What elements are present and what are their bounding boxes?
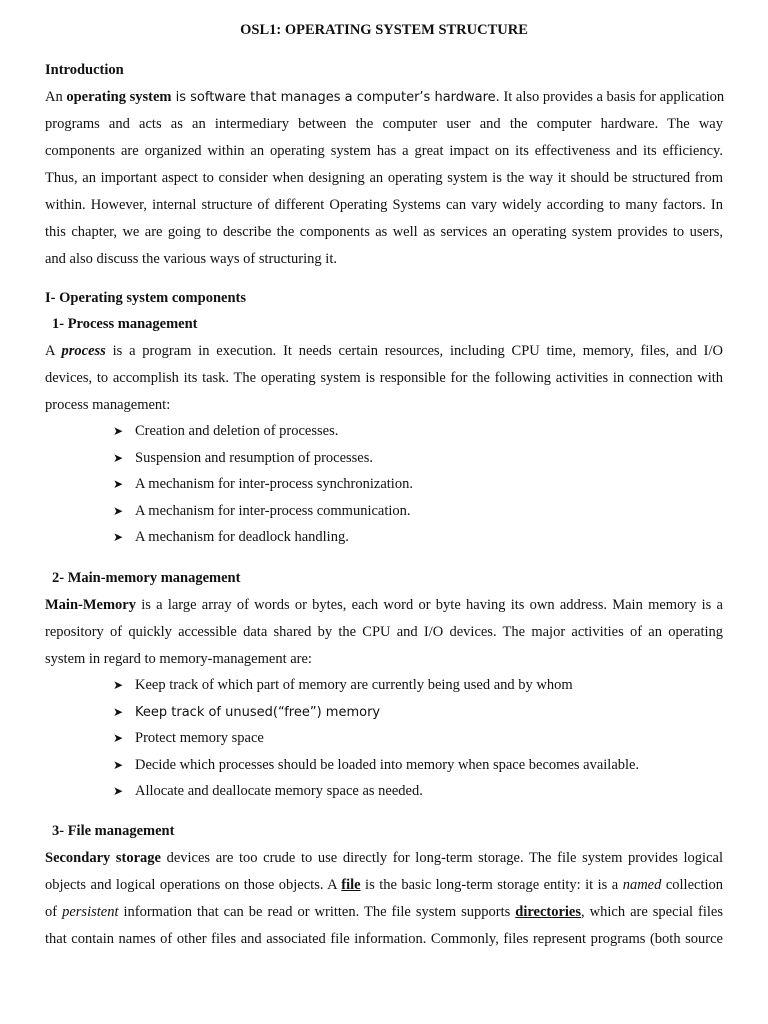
memory-text: is a large array of words or bytes, each word or byte having its own address. Main memory is a (136, 597, 723, 613)
arrow-bullet-icon: ➤ (113, 704, 124, 719)
memory-line-3: system in regard to memory-management are: (45, 651, 312, 667)
components-heading: I- Operating system components (45, 290, 246, 306)
file-line-1 (45, 845, 723, 872)
memory-line-2: repository of quickly accessible data shared by the CPU and I/O devices. The major activities of an operating (45, 624, 723, 640)
arrow-bullet-icon: ➤ (113, 477, 124, 492)
term-directories: directories (515, 904, 582, 920)
memory-line-1 (45, 592, 723, 619)
file-heading: 3- File management (52, 823, 175, 839)
file-text: objects and logical operations on those objects. A (45, 877, 342, 893)
intro-line-5: within. However, internal structure of different Operating Systems can vary widely according to many factors. In (45, 197, 723, 213)
process-text: A (45, 343, 62, 359)
memory-paragraph (45, 592, 723, 673)
term-named: named (622, 877, 662, 893)
list-item (113, 730, 639, 757)
arrow-bullet-icon: ➤ (113, 757, 124, 772)
file-line-4: that contain names of other files and associated file information. Commonly, files represent programs (both source (45, 931, 723, 947)
process-line-3: process management: (45, 397, 171, 413)
process-text: is a program in execution. It needs certain resources, including CPU time, memory, files, and I/O (105, 343, 724, 359)
file-paragraph (45, 845, 723, 953)
file-text: , which are special files (581, 904, 723, 920)
list-item (113, 677, 639, 704)
file-text: information that can be read or written. The file system supports (118, 904, 516, 920)
list-item (113, 503, 413, 530)
list-item (113, 423, 413, 450)
list-item-text: Allocate and deallocate memory space as needed. (135, 783, 423, 800)
file-text: of (45, 904, 63, 920)
intro-definition: is software that manages a computer’s hardware. (171, 90, 500, 105)
list-item (113, 704, 639, 731)
arrow-bullet-icon: ➤ (113, 784, 124, 799)
memory-activities-list (113, 677, 639, 810)
process-line-1 (45, 338, 723, 365)
intro-line-2: programs and acts as an intermediary between the computer user and the computer hardware. The way (45, 116, 723, 132)
arrow-bullet-icon: ➤ (113, 424, 124, 438)
list-item (113, 757, 639, 784)
file-text: collection (661, 877, 723, 893)
intro-line-1 (45, 84, 723, 111)
memory-heading: 2- Main-memory management (52, 570, 241, 586)
list-item (113, 476, 413, 503)
intro-text: An (45, 89, 67, 105)
intro-line-7: and also discuss the various ways of structuring it. (45, 251, 337, 267)
term-persistent: persistent (62, 904, 119, 920)
list-item (113, 783, 639, 810)
arrow-bullet-icon: ➤ (113, 731, 124, 746)
file-line-3 (45, 899, 723, 926)
list-item-text: Keep track of unused(“free”) memory (135, 704, 381, 720)
intro-paragraph (45, 84, 723, 273)
list-item-text: A mechanism for inter-process communication. (135, 502, 411, 519)
process-activities-list (113, 423, 413, 556)
list-item-text: A mechanism for deadlock handling. (135, 529, 349, 546)
arrow-bullet-icon: ➤ (113, 503, 124, 518)
term-file: file (341, 877, 361, 893)
arrow-bullet-icon: ➤ (113, 450, 124, 465)
list-item-text: Keep track of which part of memory are currently being used and by whom (135, 677, 573, 693)
process-heading: 1- Process management (52, 316, 198, 332)
arrow-bullet-icon: ➤ (113, 678, 124, 692)
file-text: is the basic long-term storage entity: it is a (360, 877, 623, 893)
intro-heading: Introduction (45, 62, 124, 78)
term-operating-system: operating system (66, 89, 172, 105)
document-title: OSL1: OPERATING SYSTEM STRUCTURE (240, 22, 528, 38)
intro-line-4: Thus, an important aspect to consider when designing an operating system is the way it should be structured from (45, 170, 723, 186)
list-item-text: Creation and deletion of processes. (135, 423, 339, 439)
list-item-text: Suspension and resumption of processes. (135, 449, 374, 466)
intro-text: It also provides a basis for application (499, 89, 725, 105)
term-process: process (61, 343, 106, 359)
arrow-bullet-icon: ➤ (113, 530, 124, 545)
list-item (113, 529, 413, 556)
intro-line-6: this chapter, we are going to describe the components as well as services an operating system provides to users, (45, 224, 723, 240)
list-item-text: A mechanism for inter-process synchronization. (135, 476, 413, 493)
file-line-2 (45, 872, 723, 899)
list-item-text: Protect memory space (135, 730, 264, 747)
list-item-text: Decide which processes should be loaded into memory when space becomes available. (135, 756, 640, 773)
term-main-memory: Main-Memory (45, 597, 136, 613)
list-item (113, 450, 413, 477)
process-line-2: devices, to accomplish its task. The operating system is responsible for the following activities in connection with (45, 370, 723, 386)
process-paragraph (45, 338, 723, 419)
intro-line-3: components are organized within an operating system has a great impact on its effectiveness and its efficiency. (45, 143, 723, 159)
term-secondary-storage: Secondary storage (45, 850, 161, 866)
file-text: devices are too crude to use directly for long-term storage. The file system provides logical (160, 850, 723, 866)
